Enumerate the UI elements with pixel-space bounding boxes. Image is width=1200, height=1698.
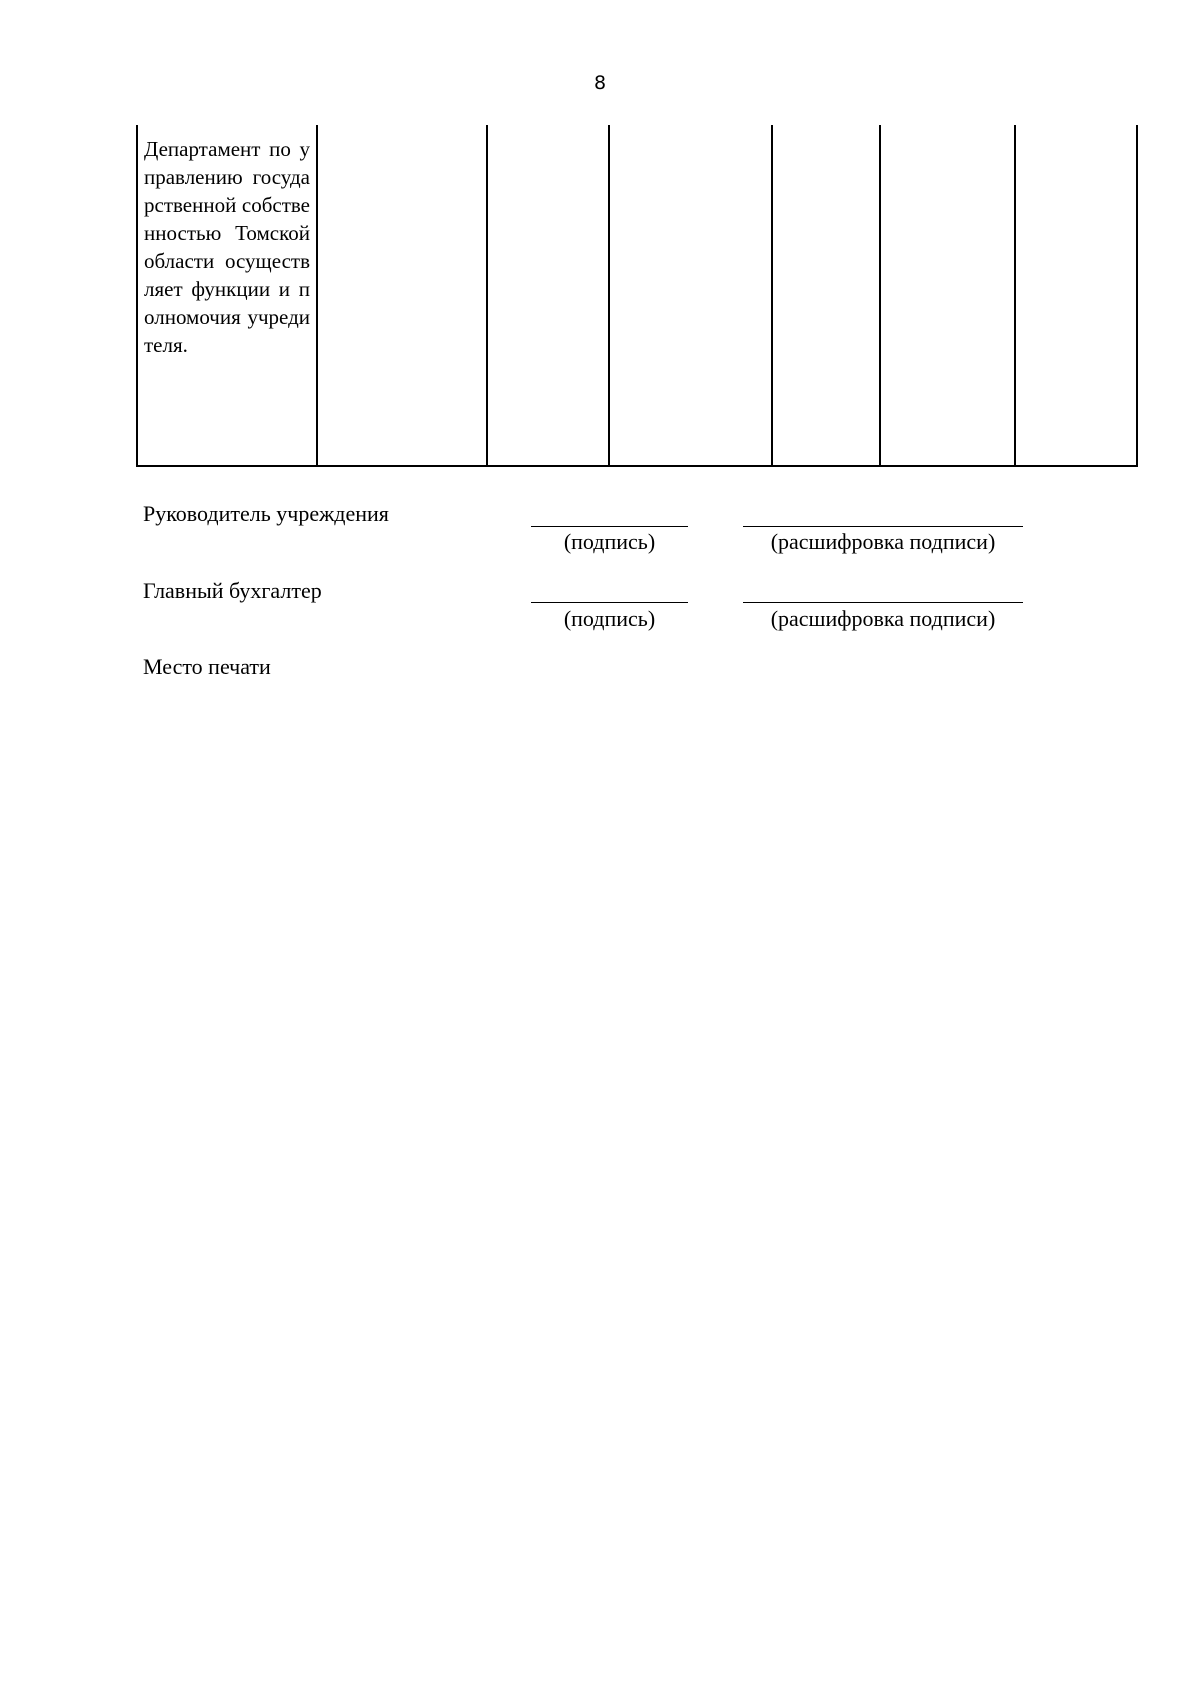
head-label: Руководитель учреждения bbox=[143, 501, 389, 526]
accountant-label: Главный бухгалтер bbox=[143, 578, 322, 603]
head-decoding-caption: (расшифровка подписи) bbox=[770, 529, 996, 554]
accountant-decoding-line bbox=[743, 602, 1023, 603]
head-signature-caption: (подпись) bbox=[563, 529, 656, 554]
page-number: 8 bbox=[593, 72, 607, 94]
accountant-signature-caption: (подпись) bbox=[563, 606, 656, 631]
table-cell-empty bbox=[487, 125, 609, 466]
accountant-signature-line bbox=[531, 602, 688, 603]
accountant-decoding-caption: (расшифровка подписи) bbox=[770, 606, 996, 631]
table-cell-empty bbox=[880, 125, 1015, 466]
table-cell-empty bbox=[772, 125, 880, 466]
table-cell-empty bbox=[317, 125, 487, 466]
head-signature-line bbox=[531, 526, 688, 527]
table-row bbox=[137, 125, 1137, 466]
table-cell-empty bbox=[609, 125, 772, 466]
table-cell-empty bbox=[1015, 125, 1137, 466]
stamp-place-label: Место печати bbox=[143, 654, 271, 679]
head-decoding-line bbox=[743, 526, 1023, 527]
data-table bbox=[136, 125, 1138, 467]
table-cell-description: Департамент по управлению государственной собственностью Томской области осуществляет функции и полномочия учредителя. bbox=[137, 125, 317, 466]
table-continuation bbox=[136, 125, 1136, 467]
